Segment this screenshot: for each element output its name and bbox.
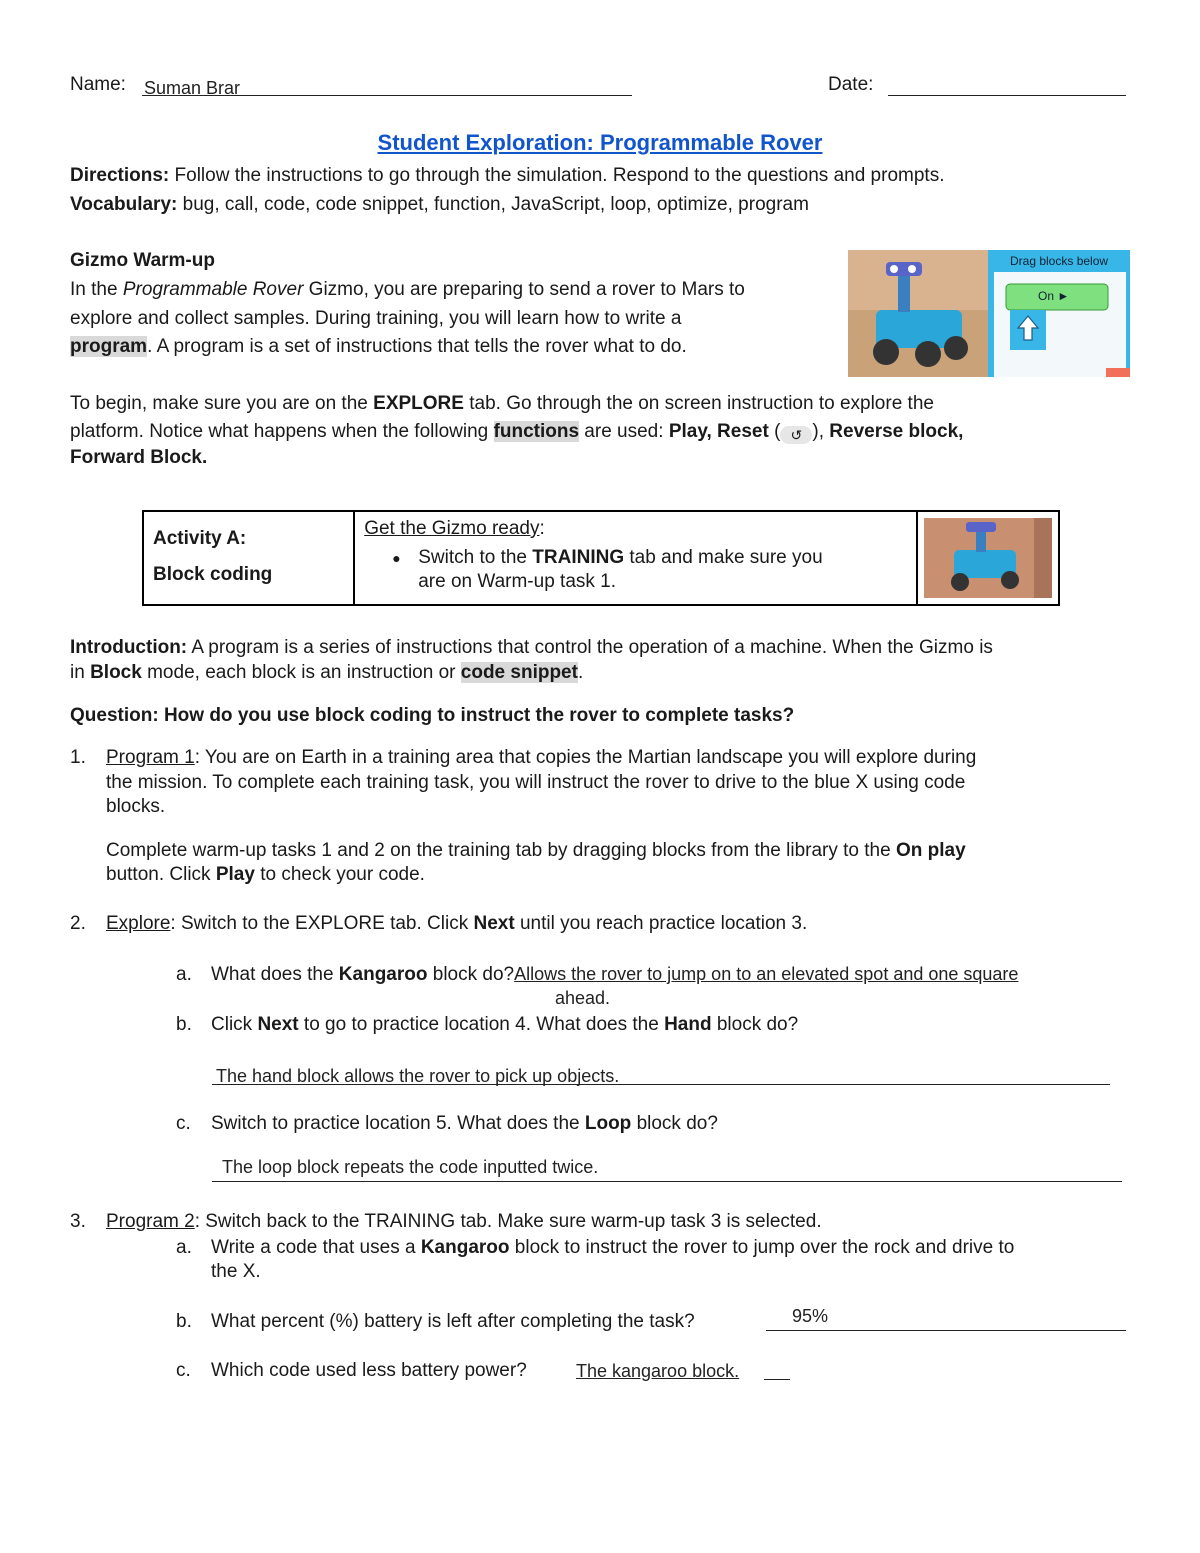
answer-2c-line [212,1181,1122,1182]
intro-line-2: in Block mode, each block is an instruction or code snippet. [70,662,584,683]
question-heading: Question: How do you use block coding to instruct the rover to complete tasks? [70,705,795,726]
warmup-line-3: program. A program is a set of instructions that tells the rover what to do. [70,336,687,357]
answer-2c[interactable]: The loop block repeats the code inputted twice. [222,1157,599,1177]
answer-2b[interactable]: The hand block allows the rover to pick up objects. [216,1066,620,1086]
item-2-number: 2. [70,913,86,934]
answer-2a-cont[interactable]: ahead. [555,988,611,1008]
item-3-number: 3. [70,1211,86,1232]
reset-icon: ↺ [780,426,812,444]
activity-table [142,510,1060,606]
answer-2b-line [212,1084,1110,1085]
item-2b-question: Click Next to go to practice location 4. What does the Hand block do? [211,1014,799,1035]
activity-subtitle: Block coding [153,564,273,585]
vocab-code-snippet: code snippet [460,662,578,683]
name-value[interactable]: Suman Brar [144,78,241,98]
item-1-line-4: Complete warm-up tasks 1 and 2 on the training tab by dragging blocks from the library to the On play [106,840,966,861]
date-field[interactable] [888,95,1126,96]
warmup-line-2: explore and collect samples. During training, you will learn how to write a [70,308,682,329]
answer-3c-line [764,1379,790,1380]
on-block: On ► [1038,289,1070,303]
item-2b-letter: b. [176,1014,192,1035]
rover-thumbnail [924,518,1052,598]
begin-line-2: platform. Notice what happens when the following functions are used: Play, Reset ( ↺ ), Reverse block, [70,421,964,443]
item-2c-letter: c. [176,1113,191,1134]
activity-image-cell [918,512,1058,604]
directions: Directions: Follow the instructions to go through the simulation. Respond to the questions and prompts. [70,165,945,186]
answer-2a[interactable]: Allows the rover to jump on to an elevated spot and one square [514,964,1019,984]
page-title: Student Exploration: Programmable Rover [377,130,823,155]
answer-3b-line [766,1330,1126,1331]
item-3a-letter: a. [176,1237,192,1258]
gizmo-screenshot [848,250,1130,377]
item-3b-question: What percent (%) battery is left after completing the task? [211,1311,695,1332]
vocabulary: Vocabulary: bug, call, code, code snippet, function, JavaScript, loop, optimize, program [70,194,809,215]
item-3c-letter: c. [176,1360,191,1381]
gizmo-ready-cell: Get the Gizmo ready: ● Switch to the TRAINING tab and make sure you are on Warm-up task 1. [355,512,918,604]
name-underline [142,95,632,96]
vocab-functions: functions [493,421,580,442]
warmup-line-1: In the Programmable Rover Gizmo, you are preparing to send a rover to Mars to [70,279,745,300]
activity-label: Activity A: [153,528,247,549]
gizmo-ready-heading: Get the Gizmo ready [364,518,540,539]
date-label: Date: [828,74,874,95]
item-3b-letter: b. [176,1311,192,1332]
item-1-line-2: the mission. To complete each training task, you will instruct the rover to drive to the blue X using code [106,772,966,793]
name-label: Name: [70,74,126,95]
item-2a-question: What does the Kangaroo block do?Allows the rover to jump on to an elevated spot and one square [211,964,1019,985]
vocab-program: program [70,336,148,357]
rover-image [848,250,1130,377]
item-2c-question: Switch to practice location 5. What does the Loop block do? [211,1113,718,1134]
item-3-line: Program 2: Switch back to the TRAINING tab. Make sure warm-up task 3 is selected. [106,1211,822,1232]
item-3a-line-2: the X. [211,1261,261,1282]
item-1-number: 1. [70,747,86,768]
activity-label-cell [144,512,355,604]
item-2a-letter: a. [176,964,192,985]
bullet-dot: ● [392,550,401,566]
gizmo-ready-bullet: ● Switch to the TRAINING tab and make sure you are on Warm-up task 1. [392,547,823,592]
drag-blocks-title: Drag blocks below [1010,254,1109,268]
item-1-line-1: Program 1: You are on Earth in a training area that copies the Martian landscape you will explore during [106,747,977,768]
item-3c-question: Which code used less battery power? [211,1360,527,1381]
begin-line-1: To begin, make sure you are on the EXPLORE tab. Go through the on screen instruction to explore the [70,393,934,414]
item-3a-line-1: Write a code that uses a Kangaroo block to instruct the rover to jump over the rock and drive to [211,1237,1015,1258]
item-2-line: Explore: Switch to the EXPLORE tab. Click Next until you reach practice location 3. [106,913,808,934]
answer-3b[interactable]: 95% [792,1306,829,1326]
begin-line-3: Forward Block. [70,447,208,468]
item-1-line-3: blocks. [106,796,166,817]
warmup-heading: Gizmo Warm-up [70,250,215,271]
intro-line-1: Introduction: A program is a series of instructions that control the operation of a machine. When the Gizmo is [70,637,993,658]
item-1-line-5: button. Click Play to check your code. [106,864,425,885]
answer-3c[interactable]: The kangaroo block. [576,1361,740,1381]
